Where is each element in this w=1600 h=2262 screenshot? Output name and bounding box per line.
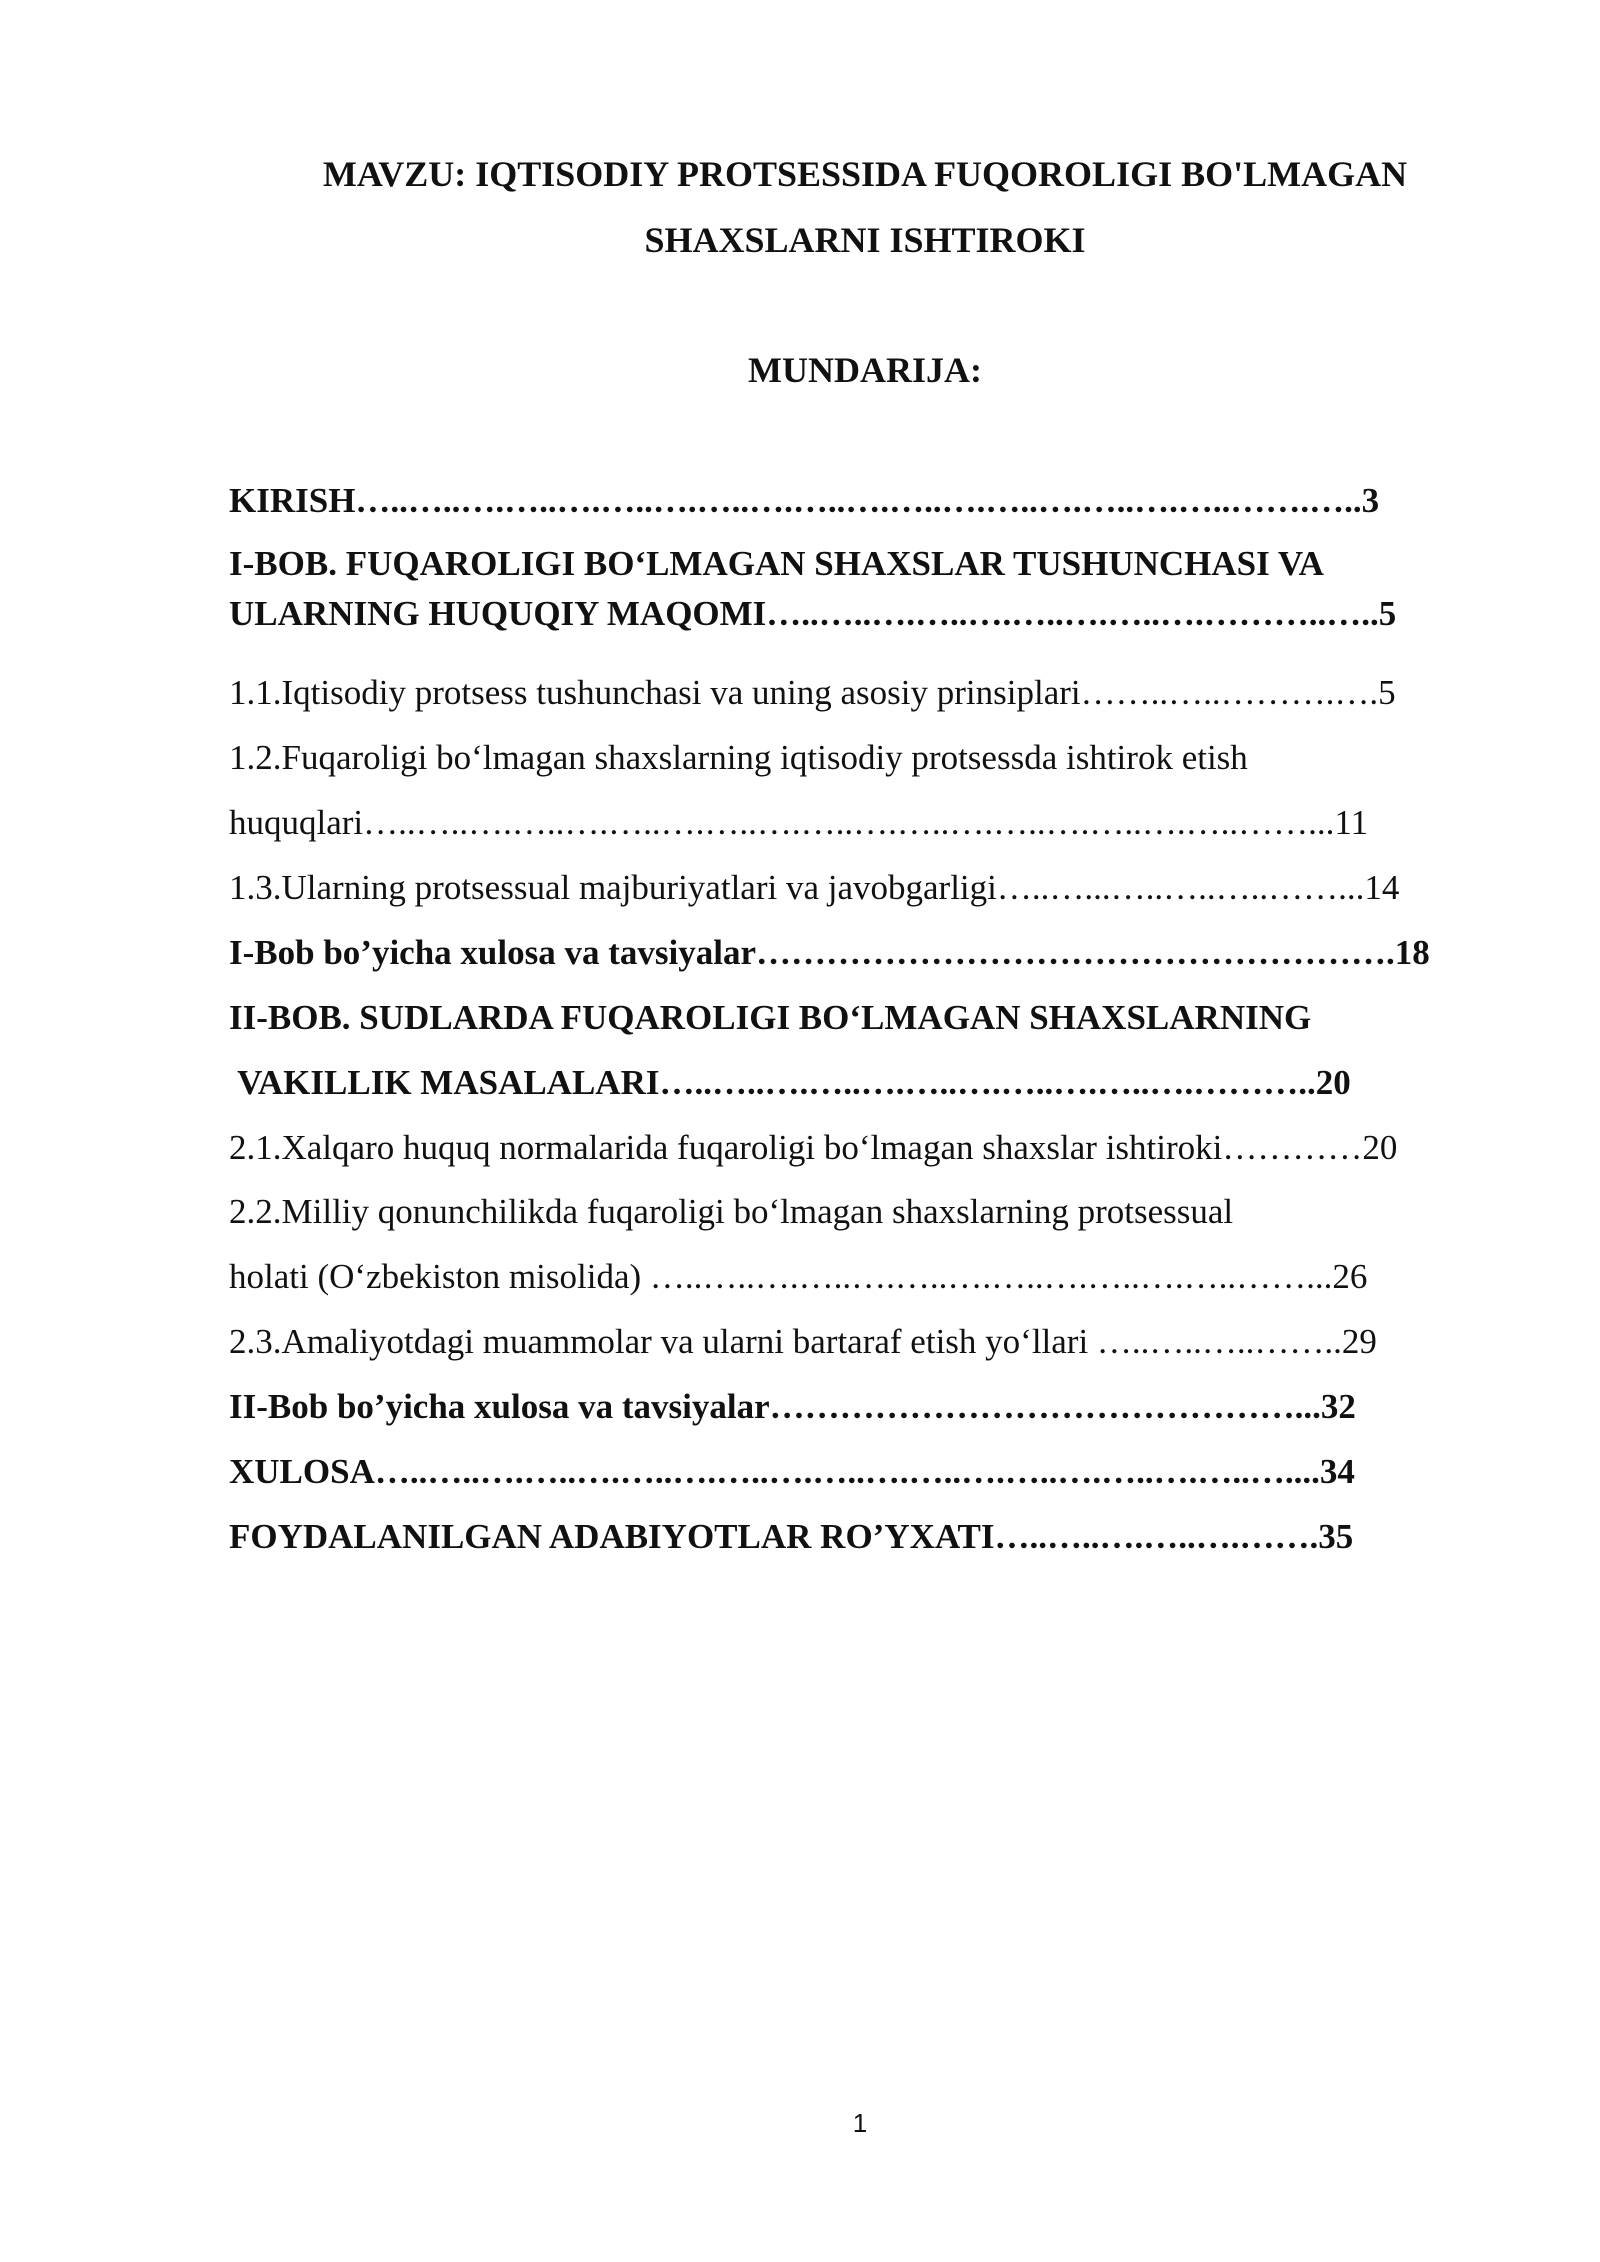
toc-entry-section-1-2-line-2: huquqlari…..…..….…..….…..….…..….…..….…..….…..….…..….…..……...11 <box>229 803 1369 842</box>
toc-entry-chapter-2-line-1: II-BOB. SUDLARDA FUQAROLIGI BO‘LMAGAN SHAXSLARNING <box>229 998 1312 1037</box>
toc-heading: MUNDARIJA: <box>748 350 982 390</box>
document-title-line-1: MAVZU: IQTISODIY PROTSESSIDA FUQOROLIGI BO'LMAGAN <box>322 154 1408 194</box>
toc-entry-section-2-2-line-2: holati (O‘zbekiston misolida) …..…..….…..….…..….…..….…..….…..……...26 <box>229 1257 1368 1296</box>
toc-entry-section-2-2-line-1: 2.2.Milliy qonunchilikda fuqaroligi bo‘lmagan shaxslarning protsessual <box>229 1192 1234 1231</box>
toc-entry-section-2-3: 2.3.Amaliyotdagi muammolar va ularni bartaraf etish yo‘llari …..…..…..……..29 <box>229 1322 1377 1361</box>
toc-entry-chapter-1-line-2: ULARNING HUQUQIY MAQOMI…..…..….…..….…..….…..….………..…..5 <box>229 594 1397 633</box>
toc-entry-section-1-2-line-1: 1.2.Fuqaroligi bo‘lmagan shaxslarning iqtisodiy protsessda ishtirok etish <box>229 738 1248 777</box>
toc-entry-conclusion: XULOSA…..…..….…..….…..….…..….…..….…..….…..….…..….…..…....34 <box>229 1452 1355 1491</box>
toc-entry-section-2-1: 2.1.Xalqaro huquq normalarida fuqaroligi bo‘lmagan shaxslar ishtiroki…………20 <box>229 1128 1398 1167</box>
page-number: 1 <box>852 2108 868 2138</box>
toc-entry-bibliography: FOYDALANILGAN ADABIYOTLAR RO’YXATI…..…..….…..….…….35 <box>229 1517 1354 1556</box>
toc-entry-chapter-2-line-2: VAKILLIK MASALALARI…..…..….…..….…..….…..….…..….………..20 <box>229 1063 1351 1102</box>
toc-entry-section-1-3: 1.3.Ularning protsessual majburiyatlari va javobgarligi…..…...…..…..…..……...14 <box>229 868 1400 907</box>
toc-entry-chapter-2-conclusion: II-Bob bo’yicha xulosa va tavsiyalar………………………………………...32 <box>229 1387 1356 1426</box>
toc-entry-introduction: KIRISH…..…..….…..….…..….…..….…..….…..….…..….…..….…..…….…..3 <box>229 481 1380 520</box>
toc-entry-chapter-1-line-1: I-BOB. FUQAROLIGI BO‘LMAGAN SHAXSLAR TUSHUNCHASI VA <box>229 544 1324 583</box>
toc-entry-chapter-1-conclusion: I-Bob bo’yicha xulosa va tavsiyalar……………………………………………….18 <box>229 933 1430 972</box>
toc-entry-section-1-1: 1.1.Iqtisodiy protsess tushunchasi va uning asosiy prinsiplari……..…..……….….5 <box>229 673 1396 712</box>
document-title-line-2: SHAXSLARNI ISHTIROKI <box>644 220 1086 260</box>
